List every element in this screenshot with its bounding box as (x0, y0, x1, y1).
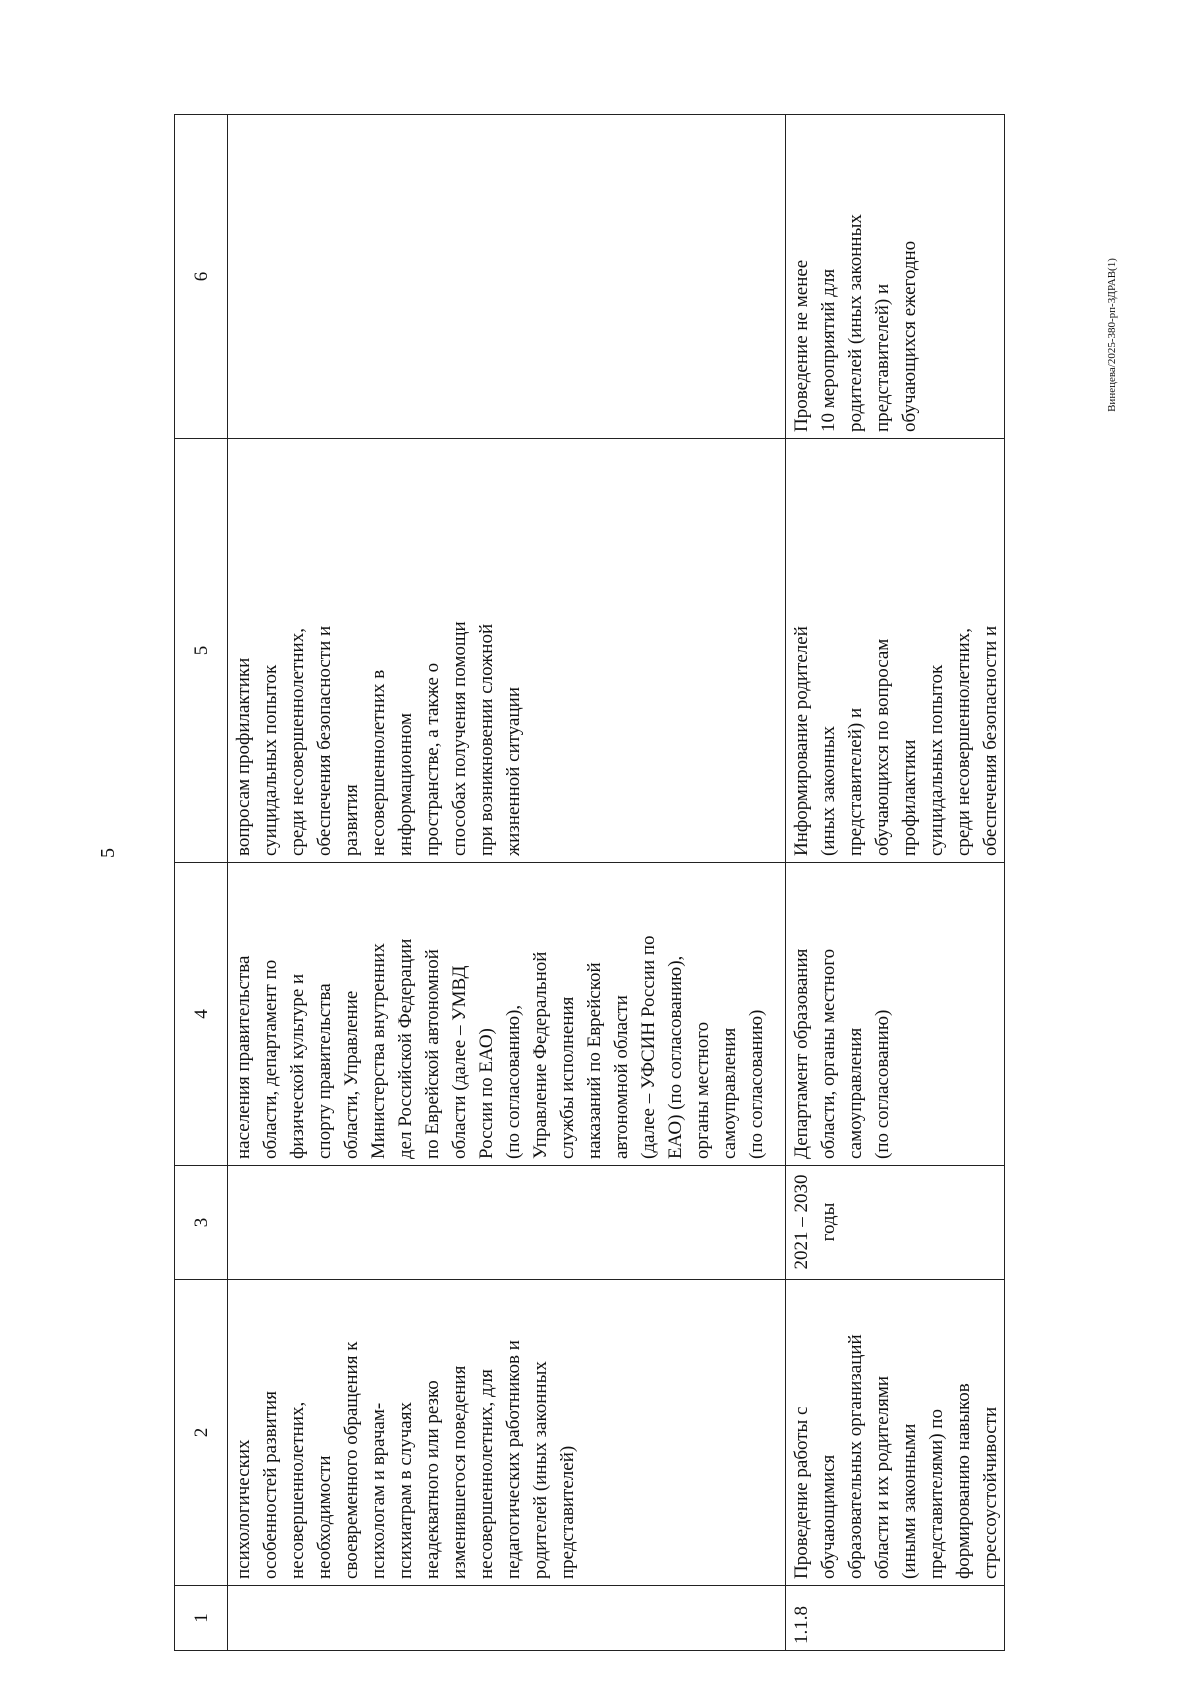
table-row (786, 115, 1005, 1651)
cell-activity: Проведение работы с обучающимися образовательных организаций области и их родителями (иными законными представителями) по формированию навыков стрессоустойчивости (786, 1280, 1005, 1586)
cell-responsible: Департамент образования области, органы местного самоуправления (по согласованию) (786, 863, 1005, 1166)
page-number: 5 (97, 848, 119, 858)
cell-number: 1.1.8 (786, 1586, 1005, 1651)
cell-activity: психологических особенностей развития несовершеннолетних, необходимости своевременного обращения к психологам и врачам- психиатрам в случаях неадекватного или резко изменившегося поведения несовершеннолетних, для педагогических работников и родителей (иных законных представителей) (228, 1280, 786, 1586)
header-col-6: 6 (175, 115, 228, 439)
header-col-4: 4 (175, 863, 228, 1166)
header-row (175, 115, 228, 1651)
table-row (228, 115, 786, 1651)
rotated-table-container (174, 115, 1001, 1651)
cell-result: Информирование родителей (иных законных представителей) и обучающихся по вопросам профилактики суицидальных попыток среди несовершеннолетних, обеспечения безопасности и (786, 439, 1005, 863)
header-col-2: 2 (175, 1280, 228, 1586)
cell-responsible: населения правительства области, департамент по физической культуре и спорту правительства области, Управление Министерства внутренних дел Российской Федерации по Еврейской автономной области (далее – УМВД России по ЕАО) (по согласованию), Управление Федеральной службы исполнения наказаний по Еврейской автономной области (далее – УФСИН России по ЕАО) (по согласованию), органы местного самоуправления (по согласованию) (228, 863, 786, 1166)
header-col-1: 1 (175, 1586, 228, 1651)
cell-period: 2021 – 2030 годы (786, 1166, 1005, 1280)
cell-period (228, 1166, 786, 1280)
cell-number (228, 1586, 786, 1651)
cell-indicator: Проведение не менее 10 мероприятий для родителей (иных законных представителей) и обучающихся ежегодно (786, 115, 1005, 439)
header-col-5: 5 (175, 439, 228, 863)
document-code: Винецева/2025-380-рп-ЗДРАВ(1) (1106, 258, 1118, 412)
cell-indicator (228, 115, 786, 439)
header-col-3: 3 (175, 1166, 228, 1280)
cell-result: вопросам профилактики суицидальных попыток среди несовершеннолетних, обеспечения безопасности и развития несовершеннолетних в информационном пространстве, а также о способах получения помощи при возникновении сложной жизненной ситуации (228, 439, 786, 863)
plan-table (174, 114, 1005, 1651)
